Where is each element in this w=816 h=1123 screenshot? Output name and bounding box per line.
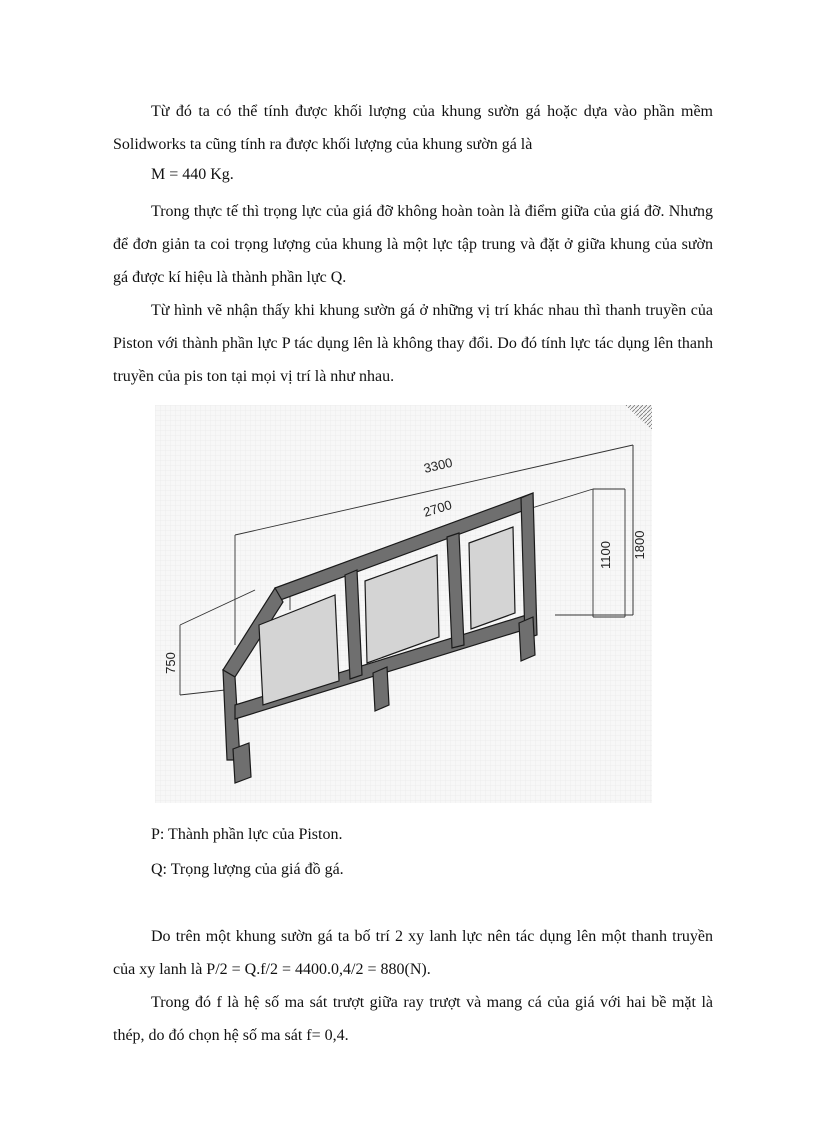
label-1800: 1800 — [632, 530, 647, 560]
paragraph-cylinder — [113, 920, 713, 986]
paragraph-piston: Từ hình vẽ nhận thấy khi khung sườn gá ở những vị trí khác nhau thì thanh truyền của Piston với thành phần lực P tác dụng lên là không thay đổi. Do đó tính lực tác dụng lên thanh truyền của pis ton tại mọi vị trí là như nhau. — [113, 302, 713, 385]
legend-p: P: Thành phần lực của Piston. — [151, 826, 343, 843]
paragraph-friction: Trong đó f là hệ số ma sát trượt giữa ray trượt và mang cá của giá với hai bề mặt là thép, do đó chọn hệ số ma sát f= 0,4. — [113, 994, 713, 1044]
legend-q: Q: Trọng lượng của giá đồ gá. — [151, 861, 344, 878]
force-formula: P/2 = Q.f/2 = 4400.0,4/2 = 880(N). — [206, 961, 431, 978]
frame-drawing-svg — [155, 405, 652, 803]
label-1100: 1100 — [598, 541, 613, 569]
paragraph-mass-intro: Từ đó ta có thể tính được khối lượng của khung sườn gá hoặc dựa vào phần mềm Solidworks ta cũng tính ra được khối lượng của khung sườn gá là — [113, 103, 713, 153]
mass-value: M = 440 Kg. — [151, 166, 234, 183]
paragraph-gravity: Trong thực tế thì trọng lực của giá đỡ không hoàn toàn là điểm giữa của giá đỡ. Nhưng để đơn giản ta coi trọng lượng của khung là một lực tập trung và đặt ở giữa khung của sườn gá được kí hiệu là thành phần lực Q. — [113, 203, 713, 286]
label-750: 750 — [163, 652, 178, 674]
label-2700: 2700 — [421, 497, 454, 520]
frame-drawing — [155, 405, 652, 803]
paragraph-cylinder-text: Do trên một khung sườn gá ta bố trí 2 xy lanh lực nên tác dụng lên một thanh truyền của xy lanh là — [113, 928, 713, 978]
label-3300: 3300 — [422, 454, 454, 476]
